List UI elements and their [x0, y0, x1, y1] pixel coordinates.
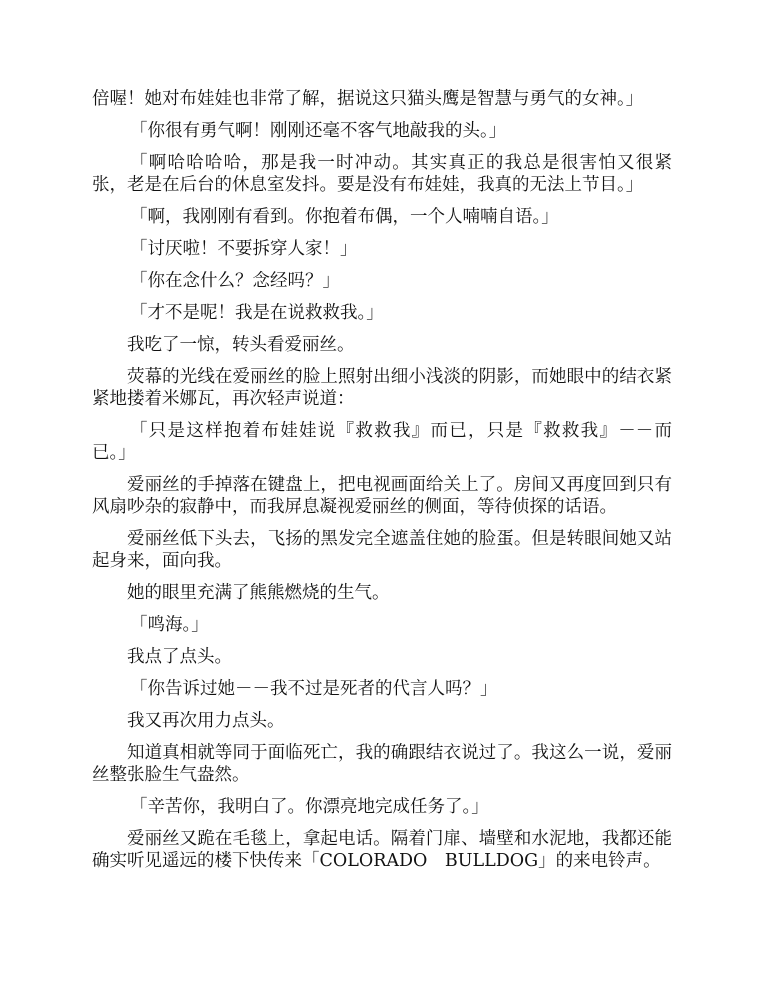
paragraph: 「鸣海。」 [130, 615, 209, 635]
paragraph: 「辛苦你，我明白了。你漂亮地完成任务了。」 [130, 797, 489, 817]
paragraph: 「你在念什么？念经吗？」 [130, 271, 340, 291]
paragraph: 我点了点头。 [127, 647, 232, 667]
paragraph: 「才不是呢！我是在说救救我。」 [130, 303, 384, 323]
paragraph: 「你很有勇气啊！刚刚还毫不客气地敲我的头。」 [130, 121, 507, 141]
paragraph: 「啊哈哈哈哈，那是我一时冲动。其实真正的我总是很害怕又很紧张，老是在后台的休息室发抖。要是没有布娃娃，我真的无法上节目。」 [92, 153, 672, 195]
paragraph: 爱丽丝的手掉落在键盘上，把电视画面给关上了。房间又再度回到只有风扇吵杂的寂静中，而我屏息凝视爱丽丝的侧面，等待侦探的话语。 [92, 475, 672, 517]
paragraph: 「只是这样抱着布娃娃说『救救我』而已，只是『救救我』－－而已。」 [92, 421, 672, 463]
paragraph: 她的眼里充满了熊熊燃烧的生气。 [127, 583, 390, 603]
paragraph: 倍喔！她对布娃娃也非常了解，据说这只猫头鹰是智慧与勇气的女神。」 [92, 89, 644, 109]
paragraph: 爱丽丝又跪在毛毯上，拿起电话。隔着门扉、墙壁和水泥地，我都还能确实听见遥远的楼下快传来「COLORADO BULLDOG」的来电铃声。 [92, 829, 672, 871]
paragraph: 知道真相就等同于面临死亡，我的确跟结衣说过了。我这么一说，爱丽丝整张脸生气盎然。 [92, 743, 672, 785]
paragraph: 我又再次用力点头。 [127, 711, 285, 731]
paragraph: 荧幕的光线在爱丽丝的脸上照射出细小浅淡的阴影，而她眼中的结衣紧紧地搂着米娜瓦，再次轻声说道： [92, 367, 672, 409]
paragraph: 「啊，我刚刚有看到。你抱着布偶，一个人喃喃自语。」 [130, 207, 559, 227]
document-page [92, 88, 672, 882]
paragraph: 我吃了一惊，转头看爱丽丝。 [127, 335, 355, 355]
paragraph: 「你告诉过她－－我不过是死者的代言人吗？」 [130, 679, 498, 699]
paragraph: 「讨厌啦！不要拆穿人家！」 [130, 239, 358, 259]
paragraph: 爱丽丝低下头去，飞扬的黑发完全遮盖住她的脸蛋。但是转眼间她又站起身来，面向我。 [92, 529, 672, 571]
